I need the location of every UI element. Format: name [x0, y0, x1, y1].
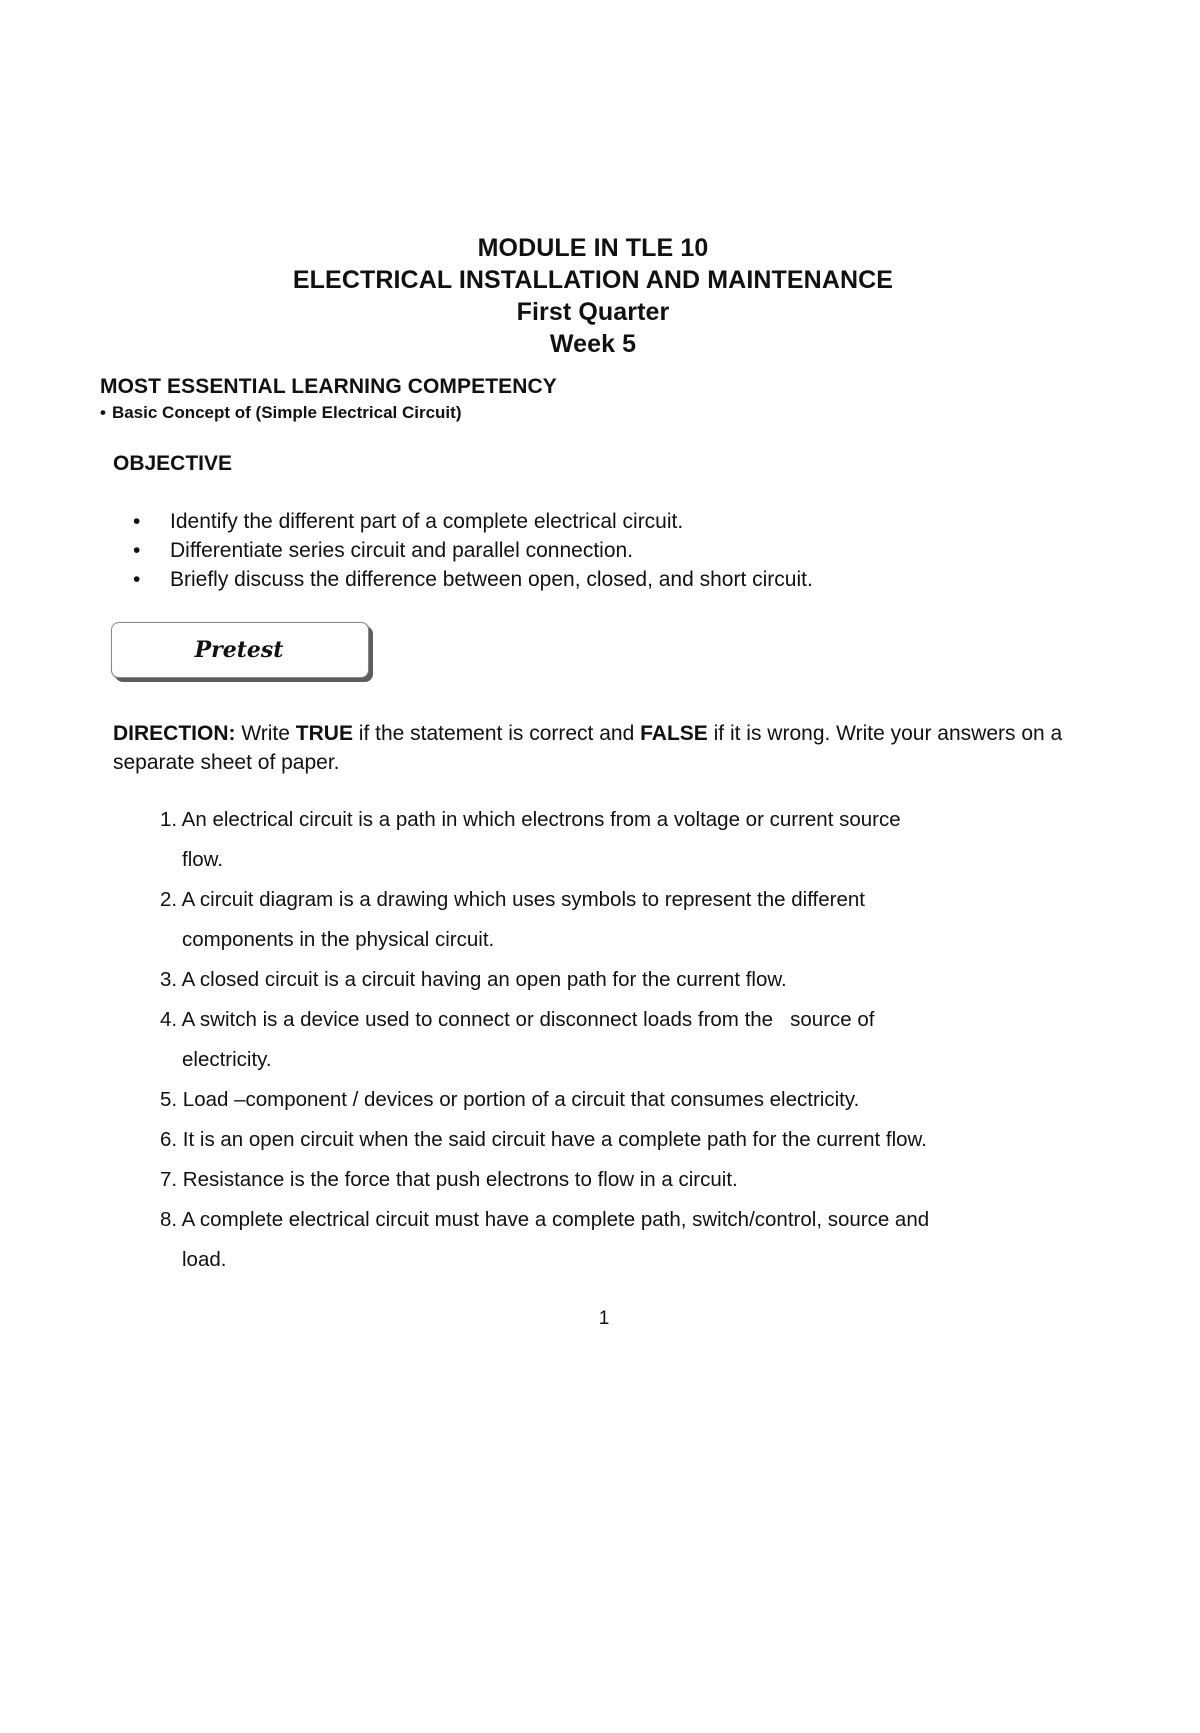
item-number: 1. [160, 808, 178, 831]
objective-item-text: Differentiate series circuit and parallel connection. [170, 539, 634, 562]
item-text: A circuit diagram is a drawing which uses symbols to represent the different [177, 888, 865, 911]
objective-item [133, 565, 813, 594]
pretest-item [160, 1000, 1080, 1080]
week-label: Week 5 [549, 330, 637, 358]
item-text: An electrical circuit is a path in which electrons from a voltage or current source [177, 808, 901, 831]
pretest-item [160, 880, 1080, 960]
objective-heading: OBJECTIVE [113, 452, 233, 475]
item-number: 5. [160, 1088, 178, 1111]
item-number: 6. [160, 1128, 178, 1151]
item-number: 3. [160, 968, 178, 991]
subject-title: ELECTRICAL INSTALLATION AND MAINTENANCE [292, 266, 894, 294]
direction-paragraph [113, 719, 1073, 777]
false-keyword: FALSE [640, 722, 708, 745]
item-text: Load –component / devices or portion of a circuit that consumes electricity. [177, 1088, 860, 1111]
true-keyword: TRUE [295, 722, 353, 745]
pretest-label: Pretest [194, 637, 284, 663]
bullet-icon: • [133, 539, 141, 562]
direction-text-1: Write [235, 722, 296, 745]
pretest-item [160, 800, 1080, 880]
melc-item-text: Basic Concept of (Simple Electrical Circuit) [111, 403, 462, 422]
item-text: A complete electrical circuit must have a complete path, switch/control, source and [177, 1208, 930, 1231]
quarter-label: First Quarter [516, 298, 670, 326]
objective-item [133, 536, 813, 565]
item-text-continued: electricity. [182, 1048, 272, 1071]
melc-heading: MOST ESSENTIAL LEARNING COMPETENCY [100, 375, 557, 398]
direction-text-3: if it is wrong. Write your answers on a separate sheet of paper. [113, 722, 1069, 774]
item-text-continued: load. [182, 1248, 227, 1271]
melc-item [100, 402, 461, 424]
bullet-icon: • [100, 403, 106, 422]
item-number: 4. [160, 1008, 178, 1031]
direction-text-2: if the statement is correct and [352, 722, 641, 745]
pretest-item [160, 960, 1080, 1000]
direction-label: DIRECTION: [113, 722, 236, 745]
pretest-banner [111, 622, 369, 678]
pretest-item [160, 1080, 1080, 1120]
objective-item-text: Identify the different part of a complete electrical circuit. [170, 510, 684, 533]
item-text-continued: flow. [182, 848, 224, 871]
item-text: It is an open circuit when the said circuit have a complete path for the current flow. [177, 1128, 927, 1151]
item-number: 2. [160, 888, 178, 911]
bullet-icon: • [133, 510, 141, 533]
pretest-item [160, 1200, 1080, 1280]
pretest-items-list [160, 800, 1080, 1280]
objective-item-text: Briefly discuss the difference between open, closed, and short circuit. [170, 568, 813, 591]
item-text: A closed circuit is a circuit having an open path for the current flow. [177, 968, 787, 991]
module-title-block [0, 232, 1186, 360]
objective-list [133, 507, 813, 594]
item-number: 8. [160, 1208, 178, 1231]
item-number: 7. [160, 1168, 178, 1191]
pretest-item [160, 1160, 1080, 1200]
bullet-icon: • [133, 568, 141, 591]
module-title: MODULE IN TLE 10 [477, 234, 709, 262]
item-text: A switch is a device used to connect or disconnect loads from the source of [177, 1008, 875, 1031]
item-text-continued: components in the physical circuit. [182, 928, 495, 951]
page-number: 1 [598, 1308, 610, 1329]
objective-item [133, 507, 813, 536]
pretest-item [160, 1120, 1080, 1160]
item-text: Resistance is the force that push electrons to flow in a circuit. [177, 1168, 738, 1191]
